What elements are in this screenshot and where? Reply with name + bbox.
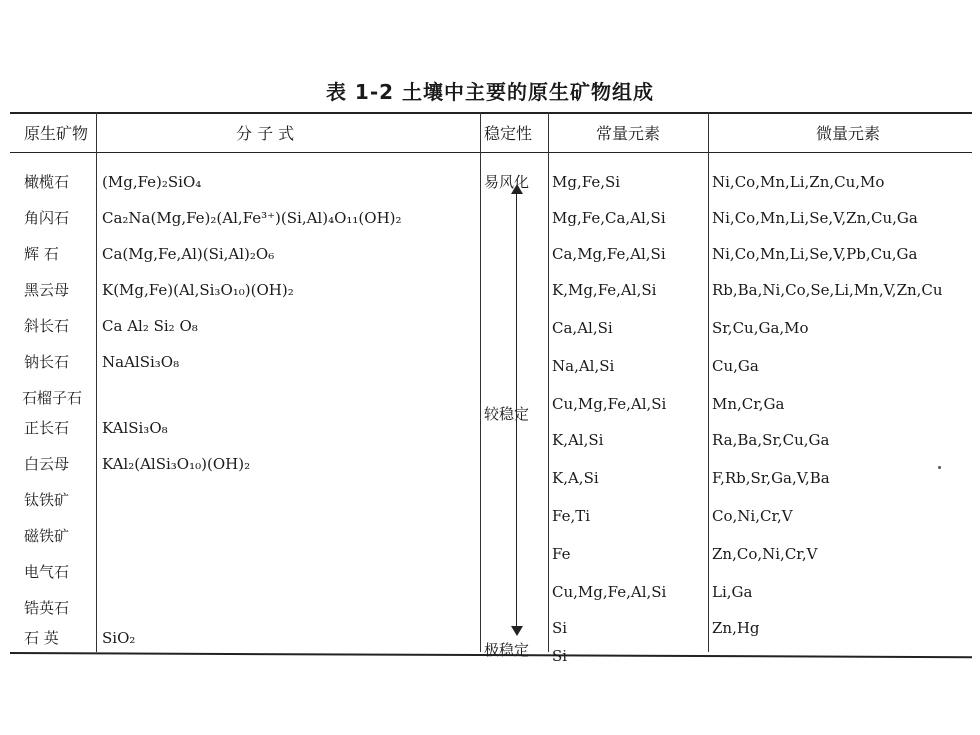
- formula: Ca(Mg,Fe,Al)(Si,Al)₂O₆: [102, 245, 275, 263]
- major-elements: Na,Al,Si: [552, 357, 615, 375]
- arrow-up-icon: [511, 184, 523, 194]
- mineral-name: 斜长石: [24, 317, 70, 335]
- mineral-name: 黑云母: [24, 281, 70, 299]
- mineral-name: 辉 石: [24, 245, 59, 263]
- column-divider: [548, 112, 549, 652]
- stability-top-label: 易风化: [484, 173, 530, 191]
- mineral-table: [10, 112, 972, 680]
- mineral-name: 角闪石: [24, 209, 70, 227]
- header-mineral: 原生矿物: [24, 124, 89, 143]
- trace-elements: Zn,Co,Ni,Cr,V: [712, 545, 818, 563]
- major-elements: K,Al,Si: [552, 431, 604, 449]
- major-elements: Fe,Ti: [552, 507, 591, 525]
- trace-elements: Ni,Co,Mn,Li,Zn,Cu,Mo: [712, 173, 885, 191]
- formula: Ca₂Na(Mg,Fe)₂(Al,Fe³⁺)(Si,Al)₄O₁₁(OH)₂: [102, 209, 402, 227]
- major-elements: Mg,Fe,Si: [552, 173, 621, 191]
- formula: Ca Al₂ Si₂ O₈: [102, 317, 198, 335]
- trace-elements: Li,Ga: [712, 583, 753, 601]
- major-elements: Si: [552, 647, 568, 665]
- stability-middle-label: 较稳定: [484, 405, 530, 423]
- trace-elements: Co,Ni,Cr,V: [712, 507, 793, 525]
- major-elements: Mg,Fe,Ca,Al,Si: [552, 209, 666, 227]
- trace-elements: Rb,Ba,Ni,Co,Se,Li,Mn,V,Zn,Cu: [712, 281, 943, 299]
- trace-elements: F,Rb,Sr,Ga,V,Ba: [712, 469, 830, 487]
- mineral-name: 钛铁矿: [24, 491, 70, 509]
- mineral-name: 正长石: [24, 419, 70, 437]
- header-formula: 分 子 式: [236, 124, 295, 143]
- header-major-elements: 常量元素: [596, 124, 661, 143]
- formula: KAlSi₃O₈: [102, 419, 168, 437]
- formula: (Mg,Fe)₂SiO₄: [102, 173, 202, 191]
- header-stability: 稳定性: [484, 124, 533, 143]
- trace-elements: Ra,Ba,Sr,Cu,Ga: [712, 431, 830, 449]
- header-trace-elements: 微量元素: [816, 124, 881, 143]
- major-elements: Cu,Mg,Fe,Al,Si: [552, 583, 667, 601]
- column-divider: [480, 112, 481, 652]
- major-elements: Cu,Mg,Fe,Al,Si: [552, 395, 667, 413]
- major-elements: Ca,Al,Si: [552, 319, 613, 337]
- mineral-name: 锆英石: [24, 599, 70, 617]
- formula: KAl₂(AlSi₃O₁₀)(OH)₂: [102, 455, 251, 473]
- stability-bottom-label: 极稳定: [484, 641, 530, 659]
- major-elements: K,A,Si: [552, 469, 599, 487]
- mineral-name: 石 英: [24, 629, 59, 647]
- major-elements: Si: [552, 619, 568, 637]
- column-divider: [708, 112, 709, 652]
- trace-elements: Cu,Ga: [712, 357, 759, 375]
- mineral-name: 磁铁矿: [24, 527, 70, 545]
- major-elements: Ca,Mg,Fe,Al,Si: [552, 245, 666, 263]
- table-title: 表 1-2 土壤中主要的原生矿物组成: [325, 80, 655, 104]
- mineral-name: 石榴子石: [22, 389, 83, 407]
- trace-elements: Mn,Cr,Ga: [712, 395, 785, 413]
- stray-mark: [938, 466, 941, 469]
- mineral-name: 白云母: [24, 455, 70, 473]
- formula: SiO₂: [102, 629, 136, 647]
- major-elements: Fe: [552, 545, 571, 563]
- mineral-name: 电气石: [24, 563, 70, 581]
- mineral-name: 橄榄石: [24, 173, 70, 191]
- arrow-down-icon: [511, 626, 523, 636]
- formula: NaAlSi₃O₈: [102, 353, 180, 371]
- trace-elements: Zn,Hg: [712, 619, 760, 637]
- trace-elements: Ni,Co,Mn,Li,Se,V,Zn,Cu,Ga: [712, 209, 918, 227]
- trace-elements: Sr,Cu,Ga,Mo: [712, 319, 809, 337]
- major-elements: K,Mg,Fe,Al,Si: [552, 281, 657, 299]
- top-rule: [10, 112, 972, 114]
- trace-elements: Ni,Co,Mn,Li,Se,V,Pb,Cu,Ga: [712, 245, 918, 263]
- stability-arrow-line: [516, 190, 517, 630]
- mineral-name: 钠长石: [24, 353, 70, 371]
- header-rule: [10, 152, 972, 153]
- formula: K(Mg,Fe)(Al,Si₃O₁₀)(OH)₂: [102, 281, 294, 299]
